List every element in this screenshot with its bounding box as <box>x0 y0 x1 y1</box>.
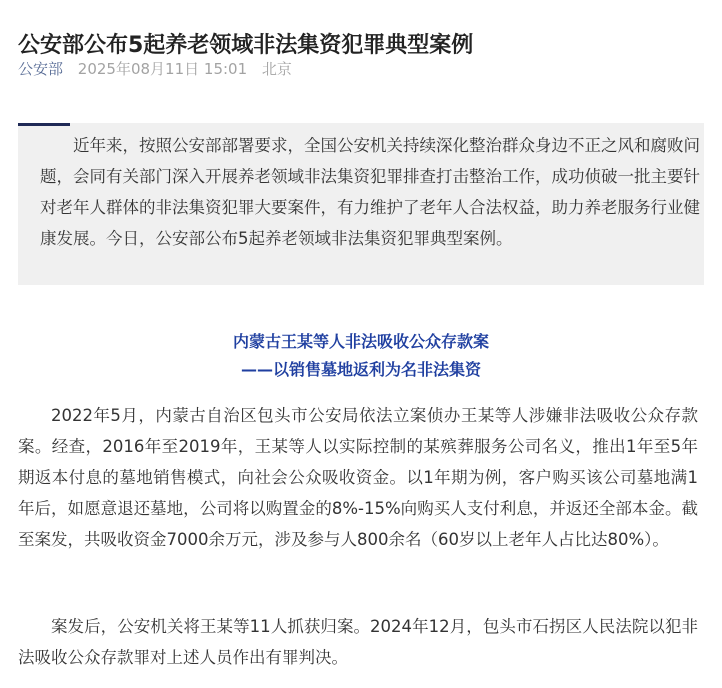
summary-box <box>18 123 704 285</box>
case-paragraph: 案发后，公安机关将王某等11人抓获归案。2024年12月，包头市石拐区人民法院以犯非法吸收公众存款罪对上述人员作出有罪判决。 <box>18 617 698 667</box>
author-link[interactable]: 公安部 <box>18 60 64 78</box>
case-subtitle: ——以销售墓地返利为名非法集资 <box>240 360 481 379</box>
publish-location: 北京 <box>261 60 292 78</box>
summary-text: 近年来，按照公安部部署要求，全国公安机关持续深化整治群众身边不正之风和腐败问题，会同有关部门深入开展养老领域非法集资犯罪排查打击整治工作，成功侦破一批主要针对老年人群体的非法集资犯罪大要案件，有力维护了老年人合法权益，助力养老服务行业健康发展。今日，公安部公布5起养老领域非法集资犯罪典型案例。 <box>40 136 700 248</box>
publish-date: 2025年08月11日 15:01 <box>77 60 248 78</box>
case-title: 内蒙古王某等人非法吸收公众存款案 <box>232 332 489 351</box>
article-meta <box>18 58 292 80</box>
article-title: 公安部公布5起养老领域非法集资犯罪典型案例 <box>18 32 474 58</box>
case-paragraph: 2022年5月，内蒙古自治区包头市公安局依法立案侦办王某等人涉嫌非法吸收公众存款案。经查，2016年至2019年，王某等人以实际控制的某殡葬服务公司名义，推出1年至5年期返本付息的墓地销售模式，向社会公众吸收资金。以1年期为例，客户购买该公司墓地满1年后，如愿意退还墓地，公司将以购置金的8%-15%向购买人支付利息，并返还全部本金。截至案发，共吸收资金7000余万元，涉及参与人800余名（60岁以上老年人占比达80%）。 <box>18 406 698 549</box>
summary-accent-bar <box>18 123 70 126</box>
